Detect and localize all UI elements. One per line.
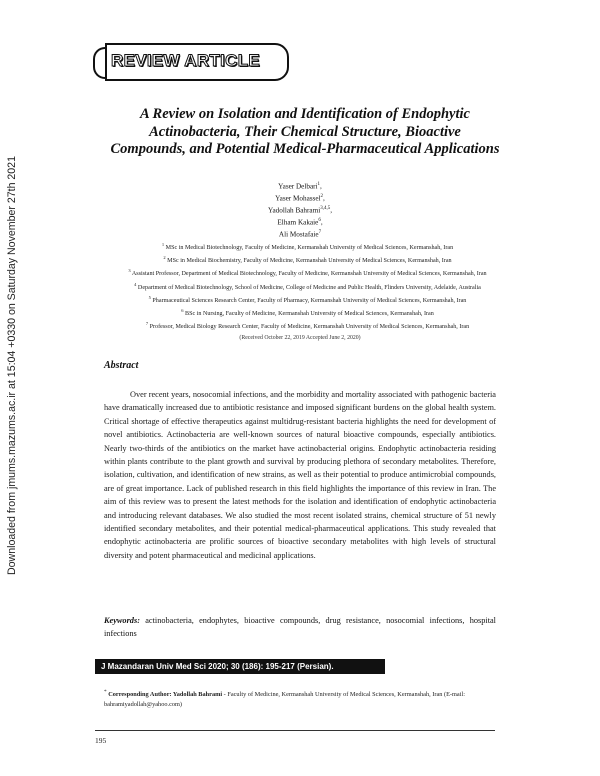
- received-dates: (Received October 22, 2019 Accepted June 2, 2020): [239, 335, 361, 341]
- footer-rule: [95, 730, 495, 731]
- affiliation: $^4$ Department of Medical Biotechnology, School of Medicine, College of Medicine and Public Health, Flinders University, Adelaide, Australia: [134, 281, 481, 291]
- abstract-text: Over recent years, nosocomial infections, and the morbidity and mortality associated with pathogenic bacteria have dramatically increased due to antibiotic resistance and imposed significant burdens on the global health system. Critical shortage of effective therapeutics against multidrug-resistant bacteria highlights the need for development of novel antibiotics. Actinobacteria are well-known sources of natural bioactive compounds, especially antibiotics. Nearly two-thirds of the antibiotics on the market have actinobacterial origins. Endophytic actinobacteria residing within plants contribute to the plant growth and survival by producing plethora of secondary metabolites. Therefore, isolation, cultivation, and identification of new strains, as well as their potential to produce antimicrobial compounds, are of great importance. Lack of published research in this field highlights the importance of this review in Iran. The aim of this review was to present the latest methods for the isolation and identification of endophytic actinobacteria and introducing relevant databases. We also studied the most recent isolated strains, chemical structure of 51 newly identified secondary metabolites, and their potential medical-pharmaceutical applications. This study revealed that endophytic actinobacteria are prolific sources of bioactive secondary metabolites with high levels of structural diversity and potent pharmaceutical and medicinal applications.: [104, 390, 496, 560]
- affiliation: $^7$ Professor, Medical Biology Research Center, Faculty of Medicine, Kermanshah University of Medical Sciences, Kermanshah, Iran: [145, 321, 470, 331]
- keywords-label: Keywords:: [104, 616, 140, 625]
- affiliation: $^1$ MSc in Medical Biotechnology, Faculty of Medicine, Kermanshah University of Medical Sciences, Kermanshah, Iran: [161, 242, 454, 252]
- article-title: A Review on Isolation and Identification of Endophytic Actinobacteria, Their Chemical Structure, Bioactive Compounds, and Potential Medical-Pharmaceutical Applications: [110, 106, 500, 157]
- review-article-badge: [93, 41, 293, 81]
- abstract-heading: Abstract: [104, 360, 139, 371]
- keywords-text: actinobacteria, endophytes, bioactive compounds, drug resistance, nosocomial infections, hospital infections: [104, 616, 496, 639]
- affiliation: $^6$ BSc in Nursing, Faculty of Medicine, Kermanshah University of Medical Sciences, Kermanshah, Iran: [181, 308, 434, 318]
- badge-label: REVIEW ARTICLE: [111, 51, 261, 70]
- affiliation: $^3$ Assistant Professor, Department of Medical Biotechnology, Faculty of Medicine, Kermanshah University of Medical Sciences, Kermanshah, Iran: [128, 268, 487, 278]
- corresponding-label: Corresponding Author: Yadollah Bahrami: [108, 691, 223, 699]
- abstract-body: [104, 388, 496, 562]
- author: Yaser Mohassel$^2$,: [275, 193, 325, 203]
- download-watermark-text: Downloaded from jmums.mazums.ac.ir at 15:04 +0330 on Saturday November 27th 2021: [6, 156, 18, 575]
- keywords: [104, 614, 496, 641]
- journal-citation-bar: J Mazandaran Univ Med Sci 2020; 30 (186): 195-217 (Persian).: [95, 659, 385, 674]
- author: Elham Kakaie$^6$,: [277, 217, 323, 227]
- author: Yadollah Bahrami$^{3,4,5}$,: [268, 205, 332, 215]
- affiliation: $^5$ Pharmaceutical Sciences Research Center, Faculty of Pharmacy, Kermanshah University of Medical Sciences, Kermanshah, Iran: [148, 294, 467, 304]
- page-number: 195: [95, 736, 107, 745]
- author-list: [200, 180, 400, 239]
- affiliation: $^2$ MSc in Medical Biochemistry, Faculty of Medicine, Kermanshah University of Medical Sciences, Kermanshah, Iran: [163, 255, 452, 265]
- author: Ali Mostafaie$^7$: [278, 229, 322, 238]
- author: Yaser Delbari$^1$,: [278, 182, 322, 191]
- corresponding-author: * Corresponding Author: Yadollah Bahrami - Faculty of Medicine, Kermanshah University of Medical Sciences, Kermanshah, Iran (E-mail: bahramiyadollah@yahoo.com): [104, 689, 465, 708]
- affiliation-list: [95, 240, 520, 333]
- download-watermark: [0, 0, 22, 776]
- corresponding-details: - Faculty of Medicine, Kermanshah University of Medical Sciences, Kermanshah, Iran (E-mail: bahramiyadollah@yahoo.com): [104, 691, 465, 708]
